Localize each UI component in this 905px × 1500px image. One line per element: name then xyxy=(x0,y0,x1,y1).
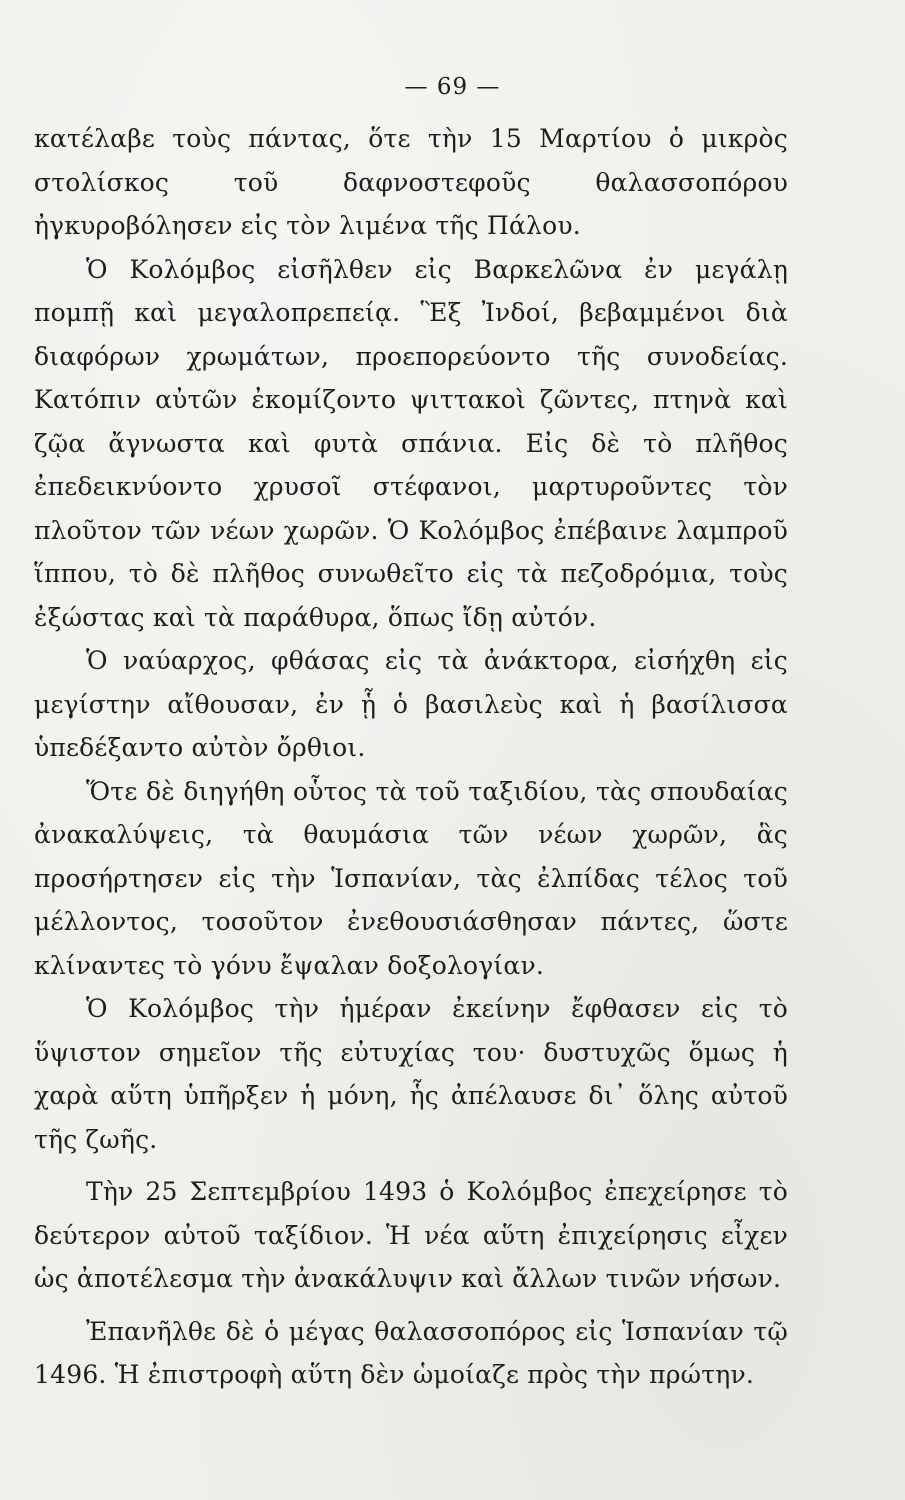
paragraph: Ὁ ναύαρχος, φθάσας εἰς τὰ ἀνάκτορα, εἰσήχθη εἰς μεγίστην αἴθουσαν, ἐν ᾗ ὁ βασιλεὺς καὶ ἡ βασίλισσα ὑπεδέξαντο αὐτὸν ὄρθιοι. xyxy=(34,646,788,762)
paragraph: Ὅτε δὲ διηγήθη οὗτος τὰ τοῦ ταξιδίου, τὰς σπουδαίας ἀνακαλύψεις, τὰ θαυμάσια τῶν νέων χωρῶν, ἃς προσήρτησεν εἰς τὴν Ἱσπανίαν, τὰς ἐλπίδας τέλος τοῦ μέλλοντος, τοσοῦτον ἐνεθουσιάσθησαν πάντες, ὥστε κλίναντες τὸ γόνυ ἔψαλαν δοξολογίαν. xyxy=(34,776,788,980)
paragraph: Τὴν 25 Σεπτεμβρίου 1493 ὁ Κολόμβος ἐπεχείρησε τὸ δεύτερον αὐτοῦ ταξίδιον. Ἡ νέα αὕτη ἐπιχείρησις εἶχεν ὡς ἀποτέλεσμα τὴν ἀνακάλυψιν καὶ ἄλλων τινῶν νήσων. xyxy=(34,1177,788,1293)
paragraph: Ὁ Κολόμβος εἰσῆλθεν εἰς Βαρκελῶνα ἐν μεγάλῃ πομπῇ καὶ μεγαλοπρεπείᾳ. Ἓξ Ἰνδοί, βεβαμμένοι διὰ διαφόρων χρωμάτων, προεπορεύοντο τῆς συνοδείας. Κατόπιν αὐτῶν ἐκομίζοντο ψιττακοὶ ζῶντες, πτηνὰ καὶ ζῷα ἄγνωστα καὶ φυτὰ σπάνια. Εἰς δὲ τὸ πλῆθος ἐπεδεικνύοντο χρυσοῖ στέφανοι, μαρτυροῦντες τὸν πλοῦτον τῶν νέων χωρῶν. Ὁ Κολόμβος ἐπέβαινε λαμπροῦ ἵππου, τὸ δὲ πλῆθος συνωθεῖτο εἰς τὰ πεζοδρόμια, τοὺς ἐξώστας καὶ τὰ παράθυρα, ὅπως ἴδῃ αὐτόν. xyxy=(34,254,788,632)
paragraph: Ὁ Κολόμβος τὴν ἡμέραν ἐκείνην ἔφθασεν εἰς τὸ ὕψιστον σημεῖον τῆς εὐτυχίας του· δυστυχῶς ὅμως ἡ χαρὰ αὕτη ὑπῆρξεν ἡ μόνη, ἧς ἀπέλαυσε δι᾽ ὅλης αὐτοῦ τῆς ζωῆς. xyxy=(34,994,788,1154)
body-text xyxy=(34,117,788,1397)
paragraph: Ἐπανῆλθε δὲ ὁ μέγας θαλασσοπόρος εἰς Ἱσπανίαν τῷ 1496. Ἡ ἐπιστροφὴ αὕτη δὲν ὡμοίαζε πρὸς τὴν πρώτην. xyxy=(34,1316,788,1389)
page-number: — 69 — xyxy=(404,74,501,100)
paragraph: κατέλαβε τοὺς πάντας, ὅτε τὴν 15 Μαρτίου ὁ μικρὸς στολίσκος τοῦ δαφνοστεφοῦς θαλασσοπόρου ἠγκυροβόλησεν εἰς τὸν λιμένα τῆς Πάλου. xyxy=(34,124,788,240)
